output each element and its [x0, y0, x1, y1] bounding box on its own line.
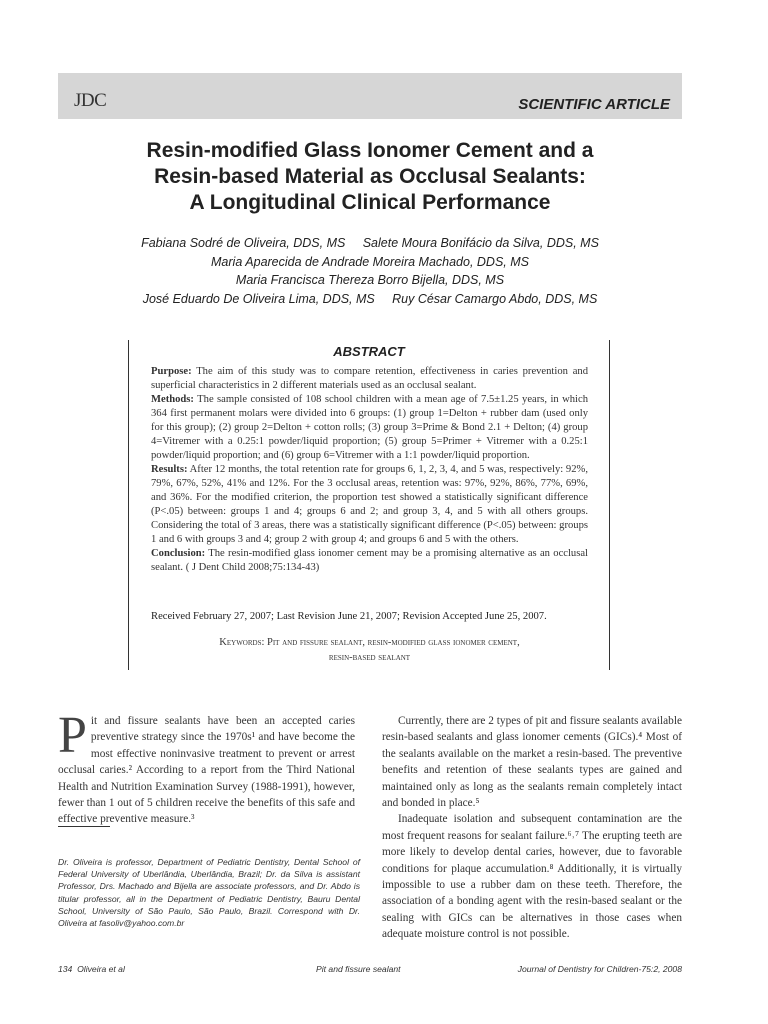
abstract-box — [128, 340, 610, 670]
conclusion-label: Conclusion: — [151, 548, 206, 559]
keywords — [151, 635, 588, 665]
title-line-3: A Longitudinal Clinical Performance — [189, 191, 551, 214]
keywords-line-1: Keywords: Pit and fissure sealant, resin-modified glass ionomer cement, — [219, 637, 520, 648]
author-line-3: Maria Francisca Thereza Borro Bijella, DDS, MS — [235, 273, 505, 287]
author-list — [58, 234, 682, 308]
abstract-conclusion — [151, 547, 588, 575]
abstract-results — [151, 463, 588, 547]
left-paragraph: it and fissure sealants have been an accepted caries preventive strategy since the 1970s¹ and have become the most effective noninvasive treatment to prevent or arrest occlusal caries.² According to a report from the Third National Health and Nutrition Examination Survey (1988-1991), however, fewer than 1 out of 5 children receive the benefits of this safe and effective preventive measure.³ — [58, 715, 355, 826]
abstract-left-border — [128, 340, 129, 670]
title-line-2: Resin-based Material as Occlusal Sealants: — [154, 165, 586, 188]
right-paragraph-1: Currently, there are 2 types of pit and fissure sealants available resin-based sealants and glass ionomer cements (GICs).⁴ Most of the sealants available on the market a resin-based. The preventive benefits and retention of these sealants types are gained and maintained only as long as the sealants remain completely intact and bonded in place.⁵ — [382, 715, 682, 810]
keywords-line-2: resin-based sealant — [328, 652, 411, 663]
page-footer — [58, 964, 682, 978]
results-label: Results: — [151, 464, 188, 475]
author-line-1: Fabiana Sodré de Oliveira, DDS, MS Salete Moura Bonifácio da Silva, DDS, MS — [141, 236, 599, 250]
journal-abbreviation: JDC — [74, 90, 107, 111]
abstract-methods — [151, 393, 588, 463]
body-column-right — [382, 713, 682, 943]
footer-journal: Journal of Dentistry for Children-75:2, 2008 — [517, 964, 682, 974]
right-paragraph-2: Inadequate isolation and subsequent contamination are the most frequent reasons for sealant failure.⁶˒⁷ The erupting teeth are more likely to develop dental caries, however, due to favorable conditions for plaque accumulation.⁸ Additionally, it is virtually impossible to use a rubber dam on these teeth. Therefore, the association of a bonding agent with the resin-based sealant or the sealing with GICs can be alternatives in those cases when adequate moisture control is not possible. — [382, 813, 682, 941]
author-line-2: Maria Aparecida de Andrade Moreira Machado, DDS, MS — [211, 254, 529, 269]
title-line-1: Resin-modified Glass Ionomer Cement and a — [146, 139, 594, 162]
author-affiliation-footnote: Dr. Oliveira is professor, Department of Pediatric Dentistry, Dental School of Federal University of Uberlândia, Uberlândia, Brazil; Dr. da Silva is assistant Professor, Drs. Machado and Bijella are associate professors, and Dr. Abdo is titular professor, all in the Department of Pediatric Dentistry, Bauru Dental School, University of São Paulo, São Paulo, Brazil. Correspond with Dr. Oliveira at fasoliv@yahoo.com.br — [58, 857, 360, 929]
purpose-label: Purpose: — [151, 366, 192, 377]
footnote-rule — [58, 826, 110, 827]
conclusion-text: The resin-modified glass ionomer cement may be a promising alternative as an occlusal sealant. ( J Dent Child 2008;75:134-43) — [151, 548, 588, 573]
abstract-body — [151, 365, 588, 575]
article-title — [58, 138, 682, 216]
footer-page-author: 134 Oliveira et al — [58, 964, 125, 974]
journal-header-bar — [58, 73, 682, 119]
drop-cap: P — [58, 707, 87, 764]
footer-running-title: Pit and fissure sealant — [316, 964, 401, 974]
author-line-4: José Eduardo De Oliveira Lima, DDS, MS Ruy César Camargo Abdo, DDS, MS — [142, 291, 598, 306]
abstract-heading: ABSTRACT — [333, 344, 405, 359]
received-dates: Received February 27, 2007; Last Revision June 21, 2007; Revision Accepted June 25, 2007. — [151, 611, 547, 622]
body-column-left — [58, 707, 355, 828]
abstract-right-border — [609, 340, 610, 670]
abstract-purpose — [151, 365, 588, 393]
section-label: SCIENTIFIC ARTICLE — [518, 96, 670, 113]
purpose-text: The aim of this study was to compare retention, effectiveness in caries prevention and superficial characteristics in 2 different materials used as an occlusal sealant. — [151, 366, 588, 391]
methods-text: The sample consisted of 108 school children with a mean age of 7.5±1.25 years, in which 364 first permanent molars were divided into 6 groups: (1) group 1=Delton + rubber dam (used only for this group); (2) group 2=Delton + cotton rolls; (3) group 3=Prime & Bond 2.1 + Delton; (4) group 4=Vitremer with a 0.25:1 powder/liquid proportion; (5) group 5=Primer + Vitremer with a 0.25:1 powder/liquid proportion; and (6) group 6=Vitremer with a 1:1 powder/liquid proportion. — [151, 394, 588, 461]
methods-label: Methods: — [151, 394, 194, 405]
results-text: After 12 months, the total retention rate for groups 6, 1, 2, 3, 4, and 5 was, respectively: 92%, 79%, 67%, 52%, 41% and 12%. For the 3 occlusal areas, retention was: 97%, 92%, 86%, 77%, 69%, and 36%. For the modified criterion, the proportion test showed a statistically significant difference (P<.05) between: groups 1 and 4; groups 6 and 2; and group 3, 4, and 5 with all others groups. Considering the total of 3 areas, there was a statistically significant difference (P<.05) between: groups 1 and 6 with groups 3 and 4; group 2 with group 4; and groups 6 and 5 with the others. — [151, 464, 588, 545]
